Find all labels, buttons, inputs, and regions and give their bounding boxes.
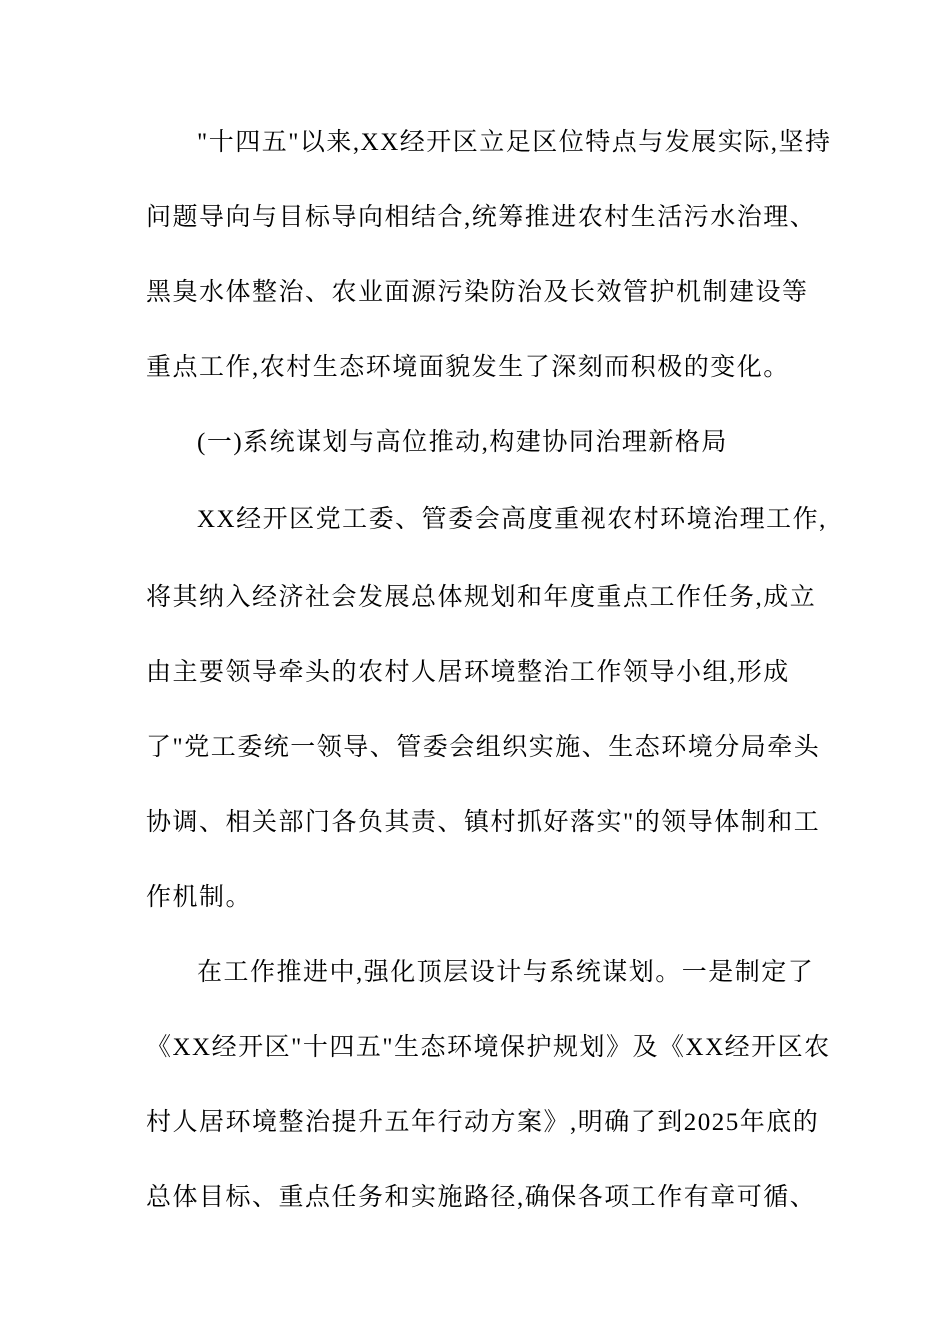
paragraph-planning [146,935,831,1235]
section-heading [146,405,816,480]
text-line: 在工作推进中,强化顶层设计与系统谋划。一是制定了 [197,959,815,986]
paragraph-leadership [146,480,827,935]
text-line: 由主要领导牵头的农村人居环境整治工作领导小组,形成 [146,659,790,686]
text-line: 了"党工委统一领导、管委会组织实施、生态环境分局牵头 [146,734,821,761]
text-line: XX经开区党工委、管委会高度重视农村环境治理工作, [197,506,827,533]
text-line: 重点工作,农村生态环境面貌发生了深刻而积极的变化。 [146,354,790,381]
document-page [146,105,832,1235]
text-line: 协调、相关部门各负其责、镇村抓好落实"的领导体制和工 [146,809,821,836]
text-line: 《XX经开区"十四五"生态环境保护规划》及《XX经开区农 [146,1034,831,1061]
heading-text: (一)系统谋划与高位推动,构建协同治理新格局 [197,429,728,456]
text-line: 将其纳入经济社会发展总体规划和年度重点工作任务,成立 [146,584,817,611]
text-line: 村人居环境整治提升五年行动方案》,明确了到2025年底的 [146,1109,820,1136]
text-line: 黑臭水体整治、农业面源污染防治及长效管护机制建设等 [146,279,809,306]
text-line: 作机制。 [146,884,253,911]
text-line: 总体目标、重点任务和实施路径,确保各项工作有章可循、 [146,1184,817,1211]
paragraph-intro [146,105,832,405]
text-line: 问题导向与目标导向相结合,统筹推进农村生活污水治理、 [146,204,817,231]
text-line: "十四五"以来,XX经开区立足区位特点与发展实际,坚持 [197,129,832,156]
